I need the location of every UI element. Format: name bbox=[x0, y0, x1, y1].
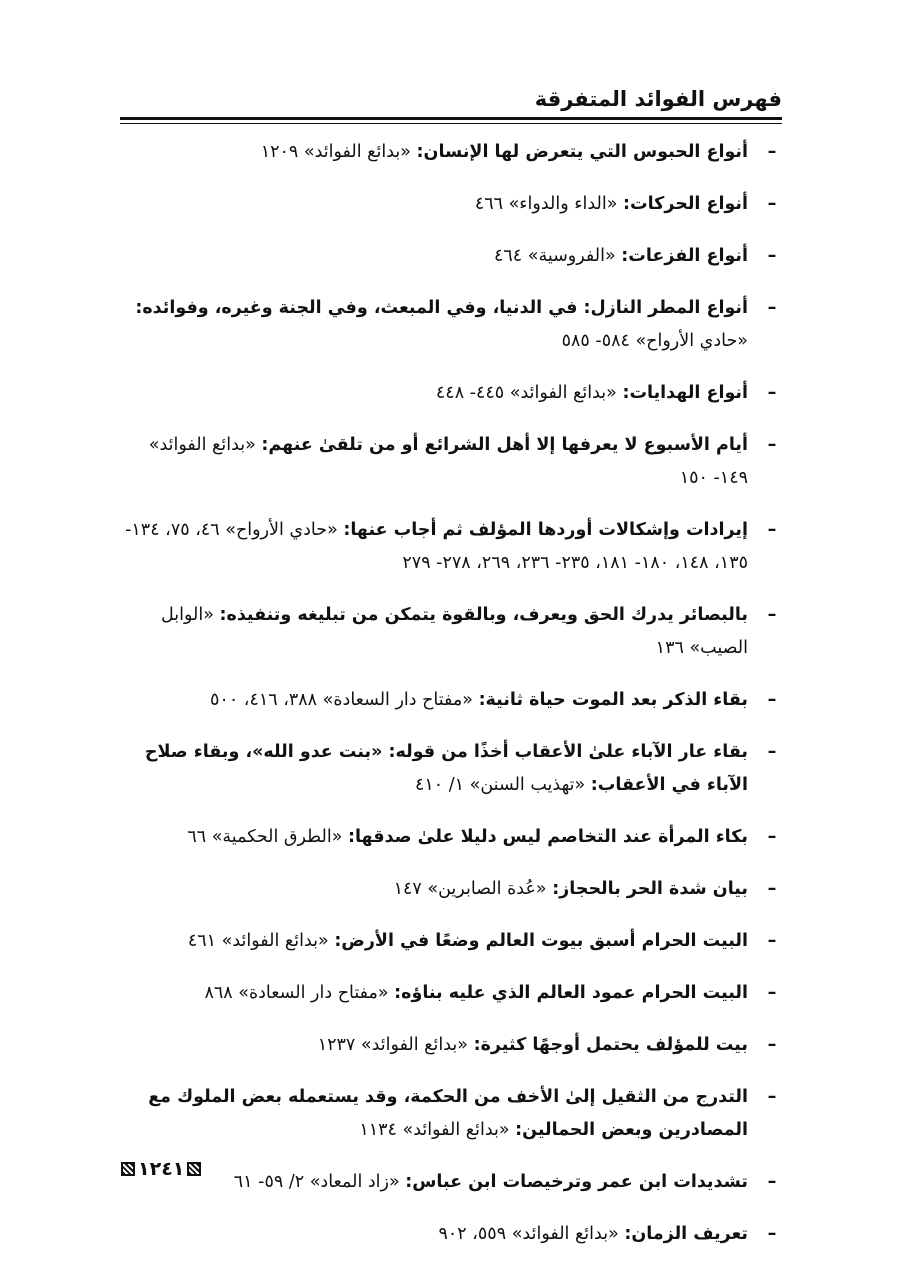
index-entry bbox=[114, 292, 782, 358]
page-title: فهرس الفوائد المتفرقة bbox=[534, 87, 782, 111]
entry-dash: – bbox=[767, 383, 777, 403]
header-rule-thin bbox=[120, 123, 782, 124]
entry-topic: بيت للمؤلف يحتمل أوجهًا كثيرة: bbox=[473, 1035, 748, 1055]
running-header bbox=[120, 84, 782, 122]
entry-pages: ١/ ٤١٠ bbox=[415, 775, 465, 795]
entry-source: «الداء والدواء» bbox=[508, 194, 618, 214]
entry-source: «زاد المعاد» bbox=[309, 1172, 400, 1192]
index-entry bbox=[114, 1166, 782, 1199]
entry-topic: بقاء الذكر بعد الموت حياة ثانية: bbox=[478, 690, 748, 710]
entry-dash: – bbox=[767, 605, 777, 625]
entry-topic: أنواع الهدايات: bbox=[622, 383, 748, 403]
entry-source: «الطرق الحكمية» bbox=[211, 827, 343, 847]
index-entry bbox=[114, 925, 782, 958]
index-entry bbox=[114, 514, 782, 580]
entry-source: «حادي الأرواح» bbox=[225, 520, 338, 540]
entry-topic: بيان شدة الحر بالحجاز: bbox=[552, 879, 748, 899]
entry-topic: إيرادات وإشكالات أوردها المؤلف ثم أجاب عنها: bbox=[343, 520, 748, 540]
page-footer bbox=[121, 1158, 201, 1180]
entry-pages: ٤٦، ٧٥، ١٣٤- ١٣٥، ١٤٨، ١٨٠- ١٨١، ٢٣٥- ٢٣٦، ٢٦٩، ٢٧٨- ٢٧٩ bbox=[125, 520, 748, 573]
entry-source: «بدائع الفوائد» bbox=[402, 1120, 510, 1140]
entry-topic: أنواع الحبوس التي يتعرض لها الإنسان: bbox=[416, 142, 748, 162]
entry-source: «بدائع الفوائد» bbox=[221, 931, 329, 951]
index-entry bbox=[114, 1081, 782, 1147]
entry-dash: – bbox=[767, 298, 777, 318]
entry-pages: ٣٨٨، ٤١٦، ٥٠٠ bbox=[210, 690, 318, 710]
entry-topic: البيت الحرام عمود العالم الذي عليه بناؤه: bbox=[394, 983, 748, 1003]
index-entry bbox=[114, 1218, 782, 1251]
entry-source: «بدائع الفوائد» bbox=[148, 435, 256, 455]
entry-source: «الوابل الصيب» bbox=[160, 605, 748, 658]
index-entry bbox=[114, 377, 782, 410]
entry-pages: ٤٦٦ bbox=[474, 194, 504, 214]
entry-dash: – bbox=[767, 194, 777, 214]
index-entry bbox=[114, 873, 782, 906]
entry-source: «بدائع الفوائد» bbox=[511, 1224, 619, 1244]
entry-source: «عُدة الصابرين» bbox=[427, 879, 547, 899]
index-entry bbox=[114, 821, 782, 854]
entry-topic: تعريف الزمان: bbox=[624, 1224, 748, 1244]
entry-topic: أنواع المطر النازل: في الدنيا، وفي المبعث، وفي الجنة وغيره، وفوائده: bbox=[135, 298, 748, 318]
entry-source: «الفروسية» bbox=[527, 246, 616, 266]
entry-dash: – bbox=[767, 690, 777, 710]
entry-dash: – bbox=[767, 1224, 777, 1244]
entry-source: «تهذيب السنن» bbox=[469, 775, 586, 795]
entry-topic: بقاء عار الآباء علىٰ الأعقاب أخذًا من قوله: «بنت عدو الله»، وبقاء صلاح الآباء في الأعقاب: bbox=[144, 742, 748, 795]
entry-dash: – bbox=[767, 1087, 777, 1107]
index-entry bbox=[114, 736, 782, 802]
entry-pages: ٤٦١ bbox=[187, 931, 217, 951]
entry-dash: – bbox=[767, 827, 777, 847]
entry-source: «مفتاح دار السعادة» bbox=[238, 983, 389, 1003]
entry-pages: ١١٣٤ bbox=[359, 1120, 397, 1140]
entry-topic: بكاء المرأة عند التخاصم ليس دليلا علىٰ صدقها: bbox=[347, 827, 748, 847]
entry-source: «مفتاح دار السعادة» bbox=[322, 690, 473, 710]
index-entry bbox=[114, 684, 782, 717]
entry-pages: ١٢٠٩ bbox=[260, 142, 299, 162]
entry-pages: ١٤٧ bbox=[393, 879, 422, 899]
index-entry bbox=[114, 136, 782, 169]
entry-pages: ١٣٦ bbox=[655, 638, 684, 658]
index-entry bbox=[114, 188, 782, 221]
entry-dash: – bbox=[767, 142, 777, 162]
entry-topic: أنواع الحركات: bbox=[623, 194, 748, 214]
entry-pages: ٥٨٤- ٥٨٥ bbox=[561, 331, 630, 351]
entry-pages: ٤٤٥- ٤٤٨ bbox=[435, 383, 505, 403]
entry-pages: ١٤٩- ١٥٠ bbox=[679, 468, 748, 488]
entry-pages: ١٢٣٧ bbox=[317, 1035, 356, 1055]
entry-source: «بدائع الفوائد» bbox=[303, 142, 411, 162]
entry-topic: التدرج من الثقيل إلىٰ الأخف من الحكمة، وقد يستعمله بعض الملوك مع المصادرين وبعض الحمالين: bbox=[148, 1087, 748, 1140]
entry-source: «بدائع الفوائد» bbox=[509, 383, 617, 403]
entry-dash: – bbox=[767, 983, 777, 1003]
ornament-icon bbox=[187, 1162, 201, 1176]
index-entry bbox=[114, 429, 782, 495]
entry-pages: ٥٥٩، ٩٠٢ bbox=[438, 1224, 507, 1244]
entry-dash: – bbox=[767, 1035, 777, 1055]
index-entry bbox=[114, 599, 782, 665]
entry-topic: أيام الأسبوع لا يعرفها إلا أهل الشرائع أو من تلقىٰ عنهم: bbox=[261, 435, 748, 455]
entry-dash: – bbox=[767, 520, 777, 540]
page-number: ١٢٤١ bbox=[138, 1158, 185, 1180]
entry-source: «بدائع الفوائد» bbox=[360, 1035, 468, 1055]
entry-source: «حادي الأرواح» bbox=[635, 331, 748, 351]
entry-pages: ٦٦ bbox=[187, 827, 207, 847]
index-entry-list bbox=[114, 136, 782, 1270]
entry-pages: ٤٦٤ bbox=[493, 246, 523, 266]
header-rule-thick bbox=[120, 117, 782, 120]
ornament-icon bbox=[121, 1162, 135, 1176]
index-entry bbox=[114, 240, 782, 273]
entry-pages: ٢/ ٥٩- ٦١ bbox=[233, 1172, 305, 1192]
entry-dash: – bbox=[767, 742, 777, 762]
entry-topic: تشديدات ابن عمر وترخيصات ابن عباس: bbox=[405, 1172, 748, 1192]
entry-dash: – bbox=[767, 879, 777, 899]
entry-topic: أنواع الفزعات: bbox=[621, 246, 748, 266]
entry-topic: البيت الحرام أسبق بيوت العالم وضعًا في الأرض: bbox=[334, 931, 748, 951]
index-entry bbox=[114, 1029, 782, 1062]
entry-pages: ٨٦٨ bbox=[204, 983, 233, 1003]
index-entry bbox=[114, 977, 782, 1010]
entry-topic: بالبصائر يدرك الحق ويعرف، وبالقوة يتمكن من تبليغه وتنفيذه: bbox=[219, 605, 748, 625]
entry-dash: – bbox=[767, 246, 777, 266]
entry-dash: – bbox=[767, 931, 777, 951]
entry-dash: – bbox=[767, 435, 777, 455]
entry-dash: – bbox=[767, 1172, 777, 1192]
